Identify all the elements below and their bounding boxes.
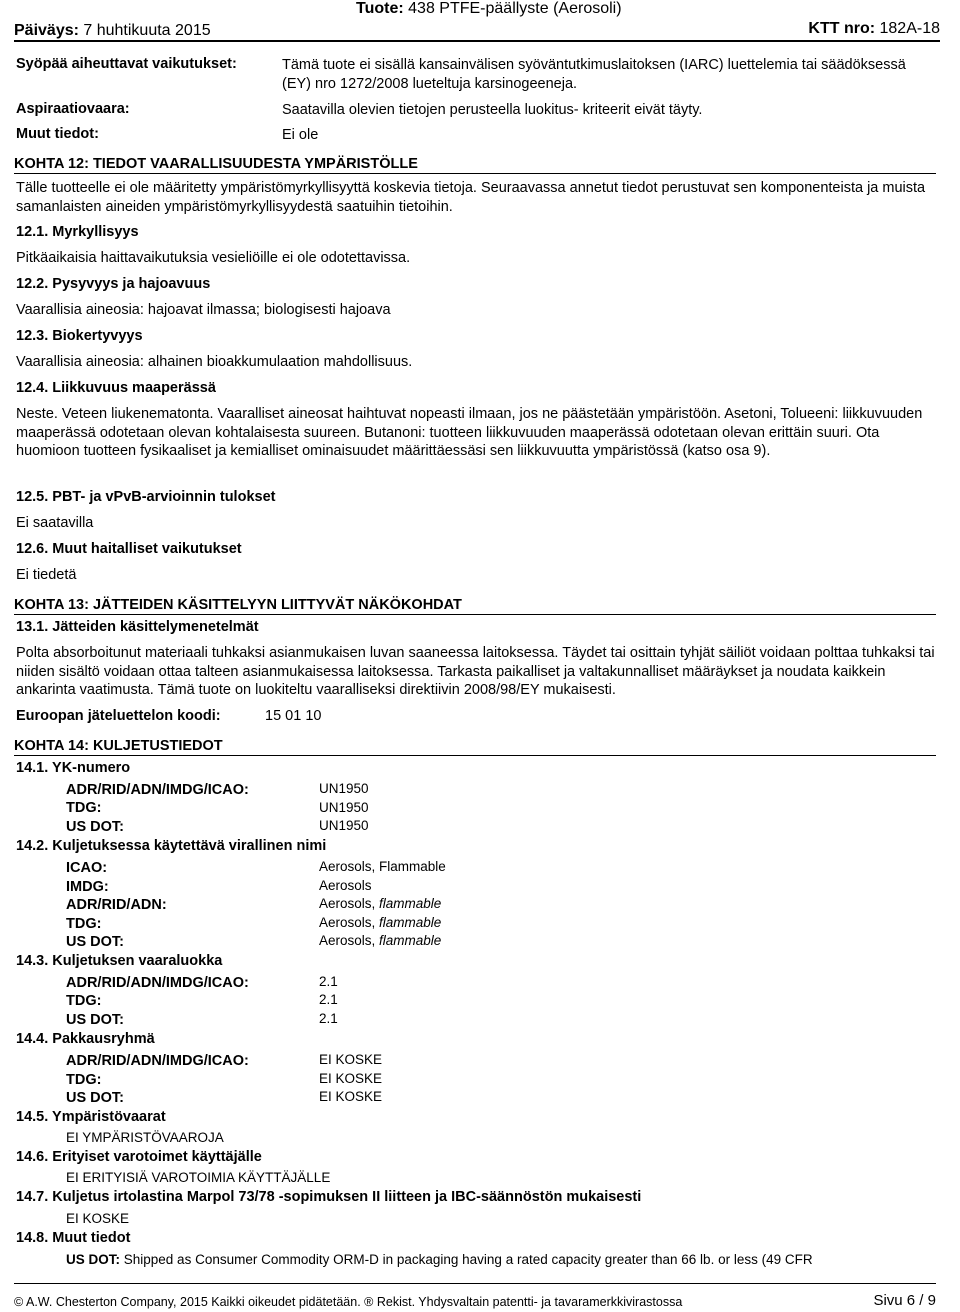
section-12-6-title: 12.6. Muut haitalliset vaikutukset	[16, 541, 242, 557]
packing-group-value: EI KOSKE	[319, 1089, 383, 1104]
other-info-label: Muut tiedot:	[16, 126, 99, 142]
header-date: Päiväys: 7 huhtikuuta 2015	[14, 22, 211, 39]
section-12-5-title: 12.5. PBT- ja vPvB-arvioinnin tulokset	[16, 489, 276, 505]
copyright-text: © A.W. Chesterton Company, 2015 Kaikki oikeudet pidätetään. ® Rekist. Yhdysvaltain patentti- ja tavaramerkkivirastossa	[14, 1295, 683, 1309]
aspiration-value: Saatavilla olevien tietojen perusteella luokitus- kriteerit eivät täyty.	[282, 102, 703, 118]
section-12-2-title: 12.2. Pysyvyys ja hajoavuus	[16, 276, 211, 292]
section-12-2-text: Vaarallisia aineosia: hajoavat ilmassa; biologisesti hajoava	[16, 302, 391, 318]
packing-group-value: EI KOSKE	[319, 1052, 383, 1067]
packing-group-value: EI KOSKE	[319, 1071, 383, 1086]
section-13-1-title: 13.1. Jätteiden käsittelymenetelmät	[16, 619, 259, 635]
environmental-hazards-value: EI YMPÄRISTÖVAAROJA	[66, 1130, 224, 1145]
section-12-title: KOHTA 12: TIEDOT VAARALLISUUDESTA YMPÄRISTÖLLE	[14, 156, 936, 174]
hazard-class-key: TDG:	[66, 993, 102, 1009]
shipping-name-key: IMDG:	[66, 879, 109, 895]
section-14-2-title: 14.2. Kuljetuksessa käytettävä virallinen nimi	[16, 838, 327, 854]
other-info-value: Ei ole	[282, 127, 319, 143]
header-ktt-number: KTT nro: 182A-18	[808, 20, 940, 37]
page-header	[14, 0, 940, 42]
shipping-name-value: Aerosols, flammable	[319, 933, 442, 948]
section-14-4-title: 14.4. Pakkausryhmä	[16, 1031, 155, 1047]
section-12-intro: Tälle tuotteelle ei ole määritetty ympäristömyrkyllisyyttä koskevia tietoja. Seuraavassa annetut tiedot perustuvat sen komponenteista ja muista samanlaisten aineiden ympäristömyrkyllisyydestä saatuihin tietoihin.	[16, 180, 926, 215]
shipping-name-key: US DOT:	[66, 934, 124, 950]
un-number-value: UN1950	[319, 781, 369, 796]
section-12-3-text: Vaarallisia aineosia: alhainen bioakkumulaation mahdollisuus.	[16, 354, 413, 370]
hazard-class-key: ADR/RID/ADN/IMDG/ICAO:	[66, 975, 249, 991]
un-number-key: ADR/RID/ADN/IMDG/ICAO:	[66, 782, 249, 798]
section-12-4-title: 12.4. Liikkuvuus maaperässä	[16, 380, 216, 396]
section-14-3-title: 14.3. Kuljetuksen vaaraluokka	[16, 953, 223, 969]
section-12-5-text: Ei saatavilla	[16, 515, 94, 531]
section-12-3-title: 12.3. Biokertyvyys	[16, 328, 143, 344]
other-transport-info: US DOT: Shipped as Consumer Commodity ORM-D in packaging having a rated capacity greater than 66 lb. or less (49 CFR	[66, 1252, 813, 1267]
page-footer	[14, 1283, 936, 1312]
bulk-transport-value: EI KOSKE	[66, 1211, 130, 1226]
shipping-name-key: ICAO:	[66, 860, 108, 876]
hazard-class-value: 2.1	[319, 1011, 338, 1026]
aspiration-label: Aspiraatiovaara:	[16, 101, 130, 117]
carcinogenic-label: Syöpää aiheuttavat vaikutukset:	[16, 56, 237, 72]
hazard-class-key: US DOT:	[66, 1012, 124, 1028]
carcinogenic-value: Tämä tuote ei sisällä kansainvälisen syöväntutkimuslaitoksen (IARC) luettelemia tai säädöksessä (EY) nro 1272/2008 lueteltuja karsinogeeneja.	[282, 57, 906, 92]
packing-group-key: ADR/RID/ADN/IMDG/ICAO:	[66, 1053, 249, 1069]
section-12-1-title: 12.1. Myrkyllisyys	[16, 224, 139, 240]
section-14-5-title: 14.5. Ympäristövaarat	[16, 1109, 166, 1125]
user-precautions-value: EI ERITYISIÄ VAROTOIMIA KÄYTTÄJÄLLE	[66, 1170, 331, 1185]
un-number-value: UN1950	[319, 800, 369, 815]
section-14-6-title: 14.6. Erityiset varotoimet käyttäjälle	[16, 1149, 262, 1165]
shipping-name-value: Aerosols, Flammable	[319, 859, 446, 874]
shipping-name-key: ADR/RID/ADN:	[66, 897, 167, 913]
un-number-value: UN1950	[319, 818, 369, 833]
shipping-name-key: TDG:	[66, 916, 102, 932]
section-13-title: KOHTA 13: JÄTTEIDEN KÄSITTELYYN LIITTYVÄT NÄKÖKOHDAT	[14, 597, 936, 615]
page-number: Sivu 6 / 9	[873, 1292, 936, 1309]
shipping-name-value: Aerosols	[319, 878, 372, 893]
packing-group-key: TDG:	[66, 1072, 102, 1088]
section-14-1-title: 14.1. YK-numero	[16, 760, 131, 776]
section-14-7-title: 14.7. Kuljetus irtolastina Marpol 73/78 -sopimuksen II liitteen ja IBC-säännöstön mukaisesti	[16, 1189, 642, 1205]
packing-group-key: US DOT:	[66, 1090, 124, 1106]
section-13-1-text: Polta absorboitunut materiaali tuhkaksi asianmukaisen luvan saaneessa laitoksessa. Täydet tai osittain tyhjät säiliöt voidaan polttaa tuhkaksi tai niiden sisältö voidaan ottaa talteen asianmukaisessa laitoksessa. Tarkasta paikalliset ja valtakunnalliset määräykset ja noudata kaikkein ankarinta vaatimusta. Tämä tuote on luokiteltu vaaralliseksi direktiivin 2008/98/EY mukaisesti.	[16, 645, 935, 698]
section-14-title: KOHTA 14: KULJETUSTIEDOT	[14, 738, 936, 756]
section-12-1-text: Pitkäaikaisia haittavaikutuksia vesieliöille ei ole odotettavissa.	[16, 250, 411, 266]
shipping-name-value: Aerosols, flammable	[319, 915, 442, 930]
un-number-key: US DOT:	[66, 819, 124, 835]
hazard-class-value: 2.1	[319, 992, 338, 1007]
section-12-6-text: Ei tiedetä	[16, 567, 77, 583]
waste-code-value: 15 01 10	[265, 708, 322, 724]
section-14-8-title: 14.8. Muut tiedot	[16, 1230, 131, 1246]
hazard-class-value: 2.1	[319, 974, 338, 989]
un-number-key: TDG:	[66, 800, 102, 816]
header-product: Tuote: 438 PTFE-päällyste (Aerosoli)	[356, 0, 622, 17]
shipping-name-value: Aerosols, flammable	[319, 896, 442, 911]
section-12-4-text: Neste. Veteen liukenematonta. Vaaralliset aineosat haihtuvat nopeasti ilmaan, jos ne päästetään ympäristöön. Asetoni, Tolueeni: liikkuvuuden maaperässä odotetaan olevan kohtalaisesta suureen. Butanoni: tuotteen liikkuvuuden maaperässä odotetaan olevan erittäin suuri. Ota huomioon tuotteen fysikaaliset ja kemialliset ominaisuudet määrittäessäsi sen liikkuvuutta ympäristössä (katso osa 9).	[16, 406, 923, 459]
waste-code-label: Euroopan jäteluettelon koodi:	[16, 708, 221, 724]
